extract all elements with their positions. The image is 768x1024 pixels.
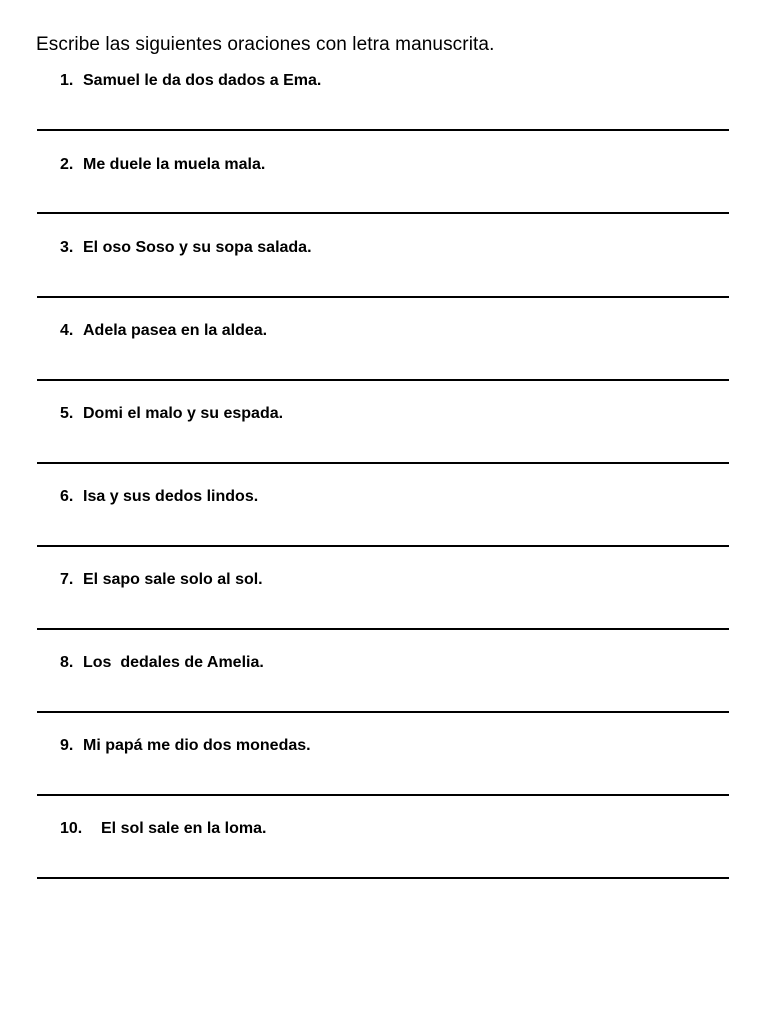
item-number: 3. — [60, 239, 74, 256]
sentence-item-5 — [60, 405, 283, 423]
item-sentence: Me duele la muela mala. — [83, 156, 266, 173]
item-number: 5. — [60, 405, 74, 422]
item-sentence: Domi el malo y su espada. — [83, 405, 284, 422]
sentence-item-2 — [60, 156, 265, 174]
item-sentence: El sol sale en la loma. — [101, 820, 267, 837]
item-sentence: Adela pasea en la aldea. — [83, 322, 268, 339]
writing-line-5[interactable] — [37, 462, 729, 464]
sentence-item-9 — [60, 737, 311, 755]
writing-line-1[interactable] — [37, 129, 729, 131]
sentence-item-3 — [60, 239, 312, 257]
sentence-item-8 — [60, 654, 264, 672]
item-sentence: Mi papá me dio dos monedas. — [83, 737, 311, 754]
writing-line-9[interactable] — [37, 794, 729, 796]
item-number: 8. — [60, 654, 74, 671]
item-number: 1. — [60, 72, 74, 89]
item-sentence: Los dedales de Amelia. — [83, 654, 264, 671]
writing-line-8[interactable] — [37, 711, 729, 713]
item-number: 7. — [60, 571, 74, 588]
writing-line-2[interactable] — [37, 212, 729, 214]
writing-line-10[interactable] — [37, 877, 729, 879]
item-number: 2. — [60, 156, 74, 173]
sentence-item-6 — [60, 488, 258, 506]
item-number: 6. — [60, 488, 74, 505]
item-number: 4. — [60, 322, 74, 339]
writing-line-6[interactable] — [37, 545, 729, 547]
item-sentence: Isa y sus dedos lindos. — [83, 488, 259, 505]
item-number: 9. — [60, 737, 74, 754]
worksheet-title: Escribe las siguientes oraciones con letra manuscrita. — [36, 34, 495, 55]
writing-line-3[interactable] — [37, 296, 729, 298]
sentence-item-7 — [60, 571, 263, 589]
item-number: 10. — [60, 820, 83, 837]
item-sentence: Samuel le da dos dados a Ema. — [83, 72, 322, 89]
writing-line-4[interactable] — [37, 379, 729, 381]
item-sentence: El sapo sale solo al sol. — [83, 571, 263, 588]
item-sentence: El oso Soso y su sopa salada. — [83, 239, 312, 256]
sentence-item-4 — [60, 322, 267, 340]
sentence-item-10 — [60, 820, 266, 838]
sentence-item-1 — [60, 72, 321, 90]
writing-line-7[interactable] — [37, 628, 729, 630]
